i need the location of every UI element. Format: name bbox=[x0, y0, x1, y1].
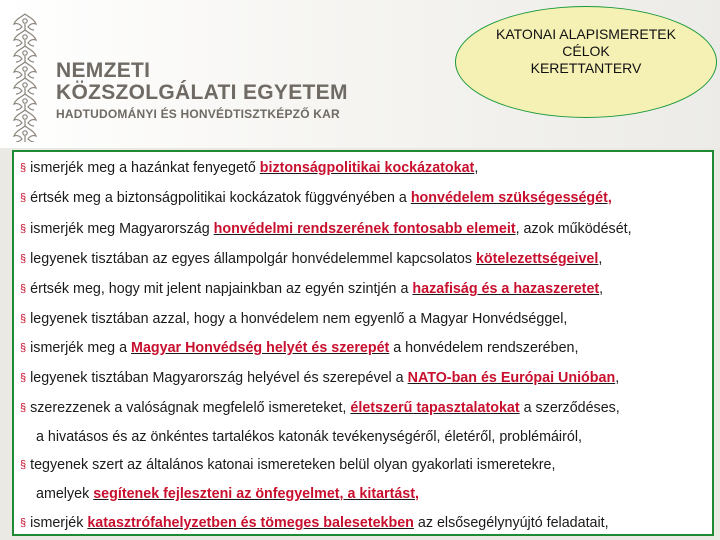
item-text: a hivatásos és az önkéntes tartalékos katonák tevékenységéről, életéről, problémáiról, bbox=[36, 429, 582, 445]
faculty-name: HADTUDOMÁNYI ÉS HONVÉDTISZTKÉPZŐ KAR bbox=[56, 107, 340, 121]
list-item bbox=[20, 369, 708, 388]
objectives-list bbox=[12, 150, 714, 536]
item-text-tail: a honvédelem rendszerében, bbox=[389, 340, 579, 356]
bullet-icon: § bbox=[20, 342, 27, 354]
title-oval bbox=[455, 6, 717, 118]
list-item bbox=[20, 159, 708, 178]
item-text-tail: , bbox=[599, 281, 604, 297]
list-item bbox=[20, 399, 708, 418]
oval-title-line-3: KERETTANTERV bbox=[530, 59, 642, 76]
item-highlight: honvédelem szükségességét, bbox=[410, 190, 612, 206]
item-text: tegyenek szert az általános katonai ismereteken belül olyan gyakorlati ismeretekre, bbox=[30, 457, 556, 473]
oval-title-line-1: KATONAI ALAPISMERETEK bbox=[496, 25, 676, 42]
bullet-icon: § bbox=[20, 223, 27, 235]
item-text: legyenek tisztában az egyes állampolgár honvédelemmel kapcsolatos bbox=[30, 251, 476, 267]
item-highlight: NATO-ban és Európai Unióban bbox=[407, 370, 616, 386]
list-item bbox=[20, 514, 708, 533]
list-item bbox=[20, 250, 708, 269]
bullet-icon: § bbox=[20, 192, 27, 204]
item-highlight: biztonságpolitikai kockázatokat bbox=[259, 160, 475, 176]
item-text: ismerjék bbox=[30, 515, 88, 531]
item-highlight: hazafiság és a hazaszeretet bbox=[412, 281, 600, 297]
item-text-tail: , bbox=[474, 160, 479, 176]
item-text: értsék meg, hogy mit jelent napjainkban az egyén szintjén a bbox=[30, 281, 413, 297]
list-item bbox=[20, 189, 708, 208]
bullet-icon: § bbox=[20, 253, 27, 265]
university-name-line-1: NEMZETI bbox=[56, 59, 151, 82]
list-item bbox=[20, 456, 708, 475]
item-text: szerezzenek a valóságnak megfelelő ismereteket, bbox=[30, 400, 351, 416]
item-highlight: segítenek fejleszteni az önfegyelmet, a kitartást, bbox=[93, 486, 419, 502]
item-text: ismerjék meg Magyarország bbox=[30, 221, 214, 237]
item-highlight: honvédelmi rendszerének fontosabb elemeit bbox=[213, 221, 516, 237]
list-item bbox=[36, 485, 708, 503]
list-item bbox=[20, 220, 708, 239]
bullet-icon: § bbox=[20, 372, 27, 384]
bullet-icon: § bbox=[20, 162, 27, 174]
university-name-line-2: KÖZSZOLGÁLATI EGYETEM bbox=[56, 81, 348, 104]
item-highlight: kötelezettségeivel bbox=[475, 251, 599, 267]
bullet-icon: § bbox=[20, 283, 27, 295]
oval-title-line-2: CÉLOK bbox=[562, 42, 610, 59]
item-text-tail: , azok működését, bbox=[515, 221, 632, 237]
item-text-tail: , bbox=[615, 370, 620, 386]
list-item bbox=[20, 339, 708, 358]
item-highlight: életszerű tapasztalatokat bbox=[350, 400, 520, 416]
item-text: értsék meg a biztonságpolitikai kockázatok függvényében a bbox=[30, 190, 411, 206]
item-highlight: katasztrófahelyzetben és tömeges balesetekben bbox=[87, 515, 414, 531]
item-text-tail: a szerződéses, bbox=[519, 400, 620, 416]
list-item bbox=[20, 310, 708, 329]
item-text-tail: , bbox=[598, 251, 603, 267]
item-highlight: Magyar Honvédség helyét és szerepét bbox=[131, 340, 390, 356]
item-text: amelyek bbox=[36, 486, 94, 502]
list-item bbox=[20, 280, 708, 299]
item-text: ismerjék meg a hazánkat fenyegető bbox=[30, 160, 260, 176]
bullet-icon: § bbox=[20, 517, 27, 529]
item-text: ismerjék meg a bbox=[30, 340, 132, 356]
heraldic-tulip-column-icon bbox=[8, 12, 42, 142]
item-text: legyenek tisztában azzal, hogy a honvédelem nem egyenlő a Magyar Honvédséggel, bbox=[30, 311, 568, 327]
item-text-tail: az elsősegélynyújtó feladatait, bbox=[413, 515, 609, 531]
list-item bbox=[36, 428, 708, 446]
item-text: legyenek tisztában Magyarország helyével és szerepével a bbox=[30, 370, 408, 386]
bullet-icon: § bbox=[20, 313, 27, 325]
university-name bbox=[56, 60, 348, 104]
bullet-icon: § bbox=[20, 402, 27, 414]
bullet-icon: § bbox=[20, 459, 27, 471]
